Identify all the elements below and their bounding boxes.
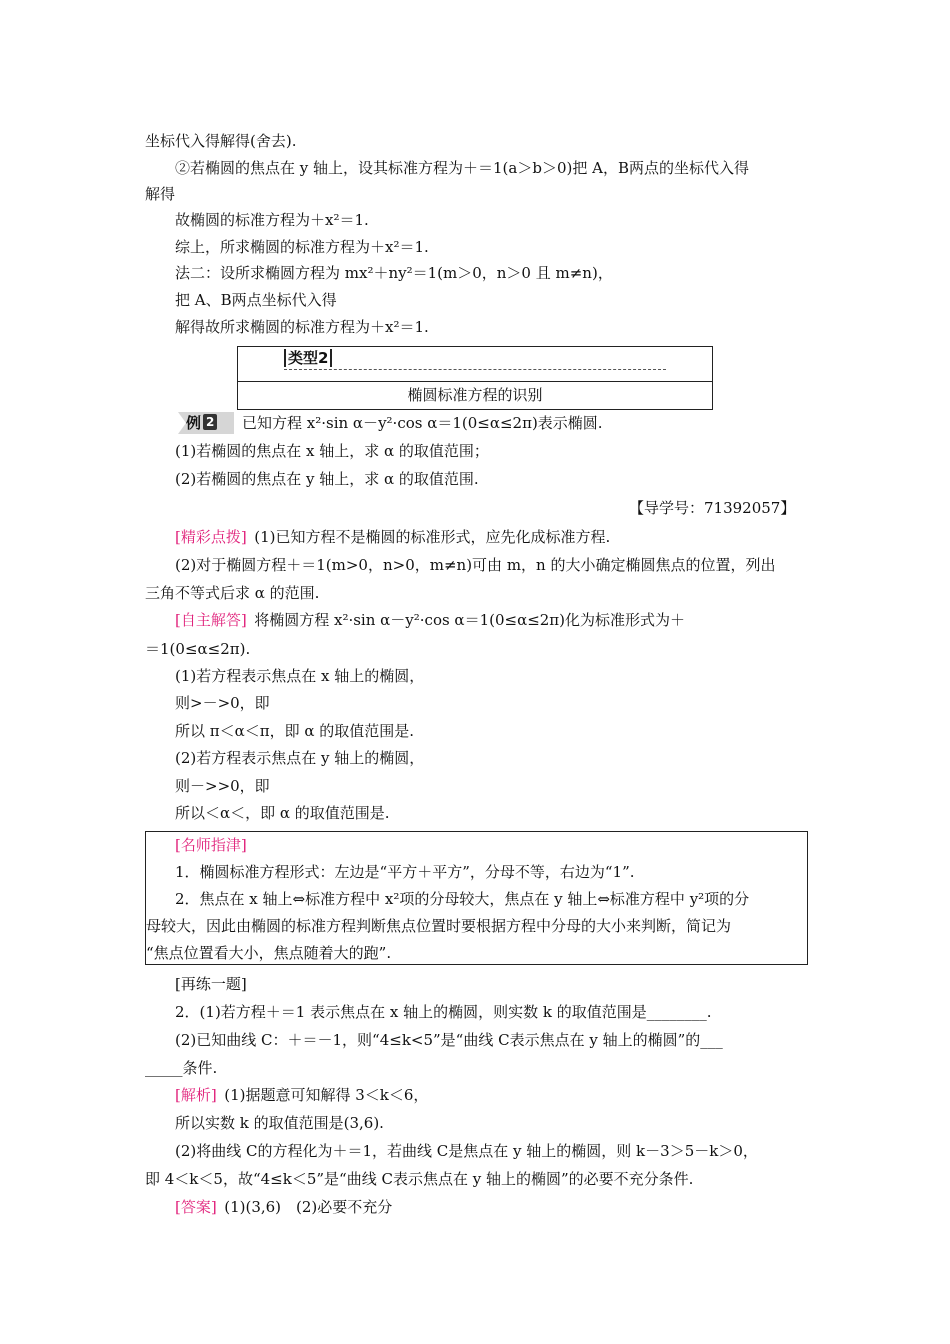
analysis-line-3: (2)将曲线 C的方程化为＋＝1，若曲线 C是焦点在 y 轴上的椭圆，则 k－3＞5－k＞0，: [175, 1142, 758, 1160]
text-line: 坐标代入得解得(舍去).: [145, 132, 297, 150]
note-item-2c: “焦点位置看大小，焦点随着大的跑”.: [146, 944, 392, 962]
solution-line-6: (2)若方程表示焦点在 y 轴上的椭圆，: [175, 749, 425, 767]
example-tag-text: 例: [186, 414, 202, 432]
note-item-1: 1．椭圆标准方程形式：左边是“平方＋平方”，分母不等，右边为“1”.: [175, 863, 635, 881]
text-line: ②若椭圆的焦点在 y 轴上，设其标准方程为＋＝1(a＞b＞0)把 A，B两点的坐标代入得: [175, 159, 749, 177]
type-label: 类型2: [284, 349, 332, 367]
answer-line: [175, 1197, 392, 1219]
hint-line-1: [175, 527, 610, 549]
text-line: 综上，所求椭圆的标准方程为＋x²＝1.: [175, 238, 429, 256]
hint-text: (1)已知方程不是椭圆的标准形式，应先化成标准方程.: [254, 528, 611, 546]
solution-line-8: 所以＜α＜，即 α 的取值范围是.: [175, 804, 390, 822]
teacher-note-box: [145, 831, 808, 965]
example-statement: 已知方程 x²·sin α－y²·cos α＝1(0≤α≤2π)表示椭圆.: [242, 414, 603, 432]
analysis-line-4: 即 4＜k＜5，故“4≤k＜5”是“曲线 C表示焦点在 y 轴上的椭圆”的必要不充分条件.: [145, 1170, 694, 1188]
example-number: 2: [203, 414, 217, 430]
solution-text: 将椭圆方程 x²·sin α－y²·cos α＝1(0≤α≤2π)化为标准形式为＋: [254, 611, 686, 629]
analysis-label: [解析]: [175, 1086, 217, 1104]
solution-line-7: 则－>>0，即: [175, 777, 270, 795]
practice-label: [再练一题]: [175, 975, 247, 993]
practice-question-1: 2．(1)若方程＋＝1 表示焦点在 x 轴上的椭圆，则实数 k 的取值范围是________.: [175, 1003, 712, 1021]
box-divider: [238, 381, 712, 382]
solution-label: [自主解答]: [175, 611, 247, 629]
solution-line-1: [175, 610, 685, 632]
example-question-1: (1)若椭圆的焦点在 x 轴上，求 α 的取值范围；: [175, 442, 489, 460]
note-label-text: [名师指津]: [175, 836, 247, 854]
type-caption: 椭圆标准方程的识别: [407, 386, 543, 404]
analysis-line-1: [175, 1085, 428, 1107]
hint-label: [精彩点拨]: [175, 528, 247, 546]
hint-line-2: (2)对于椭圆方程＋＝1(m>0，n>0，m≠n)可由 m，n 的大小确定椭圆焦点的位置，列出: [175, 556, 776, 574]
practice-question-2b: _____条件.: [145, 1059, 218, 1077]
solution-line-2: ＝1(0≤α≤2π).: [145, 640, 251, 658]
solution-line-3: (1)若方程表示焦点在 x 轴上的椭圆，: [175, 667, 425, 685]
practice-question-2a: (2)已知曲线 C：＋＝－1，则“4≤k<5”是“曲线 C表示焦点在 y 轴上的椭圆”的___: [175, 1031, 723, 1049]
section-type-box: [237, 346, 713, 410]
note-label: [175, 835, 247, 857]
note-item-2a: 2．焦点在 x 轴上⇔标准方程中 x²项的分母较大，焦点在 y 轴上⇔标准方程中 y²项的分: [175, 890, 750, 908]
hint-line-3: 三角不等式后求 α 的范围.: [145, 584, 320, 602]
example-tag: [178, 412, 234, 434]
text-line: 把 A、B两点坐标代入得: [175, 291, 337, 309]
answer-text: (1)(3,6) (2)必要不充分: [224, 1198, 393, 1216]
note-item-2b: 母较大，因此由椭圆的标准方程判断焦点位置时要根据方程中分母的大小来判断，简记为: [146, 917, 732, 935]
dashed-rule: [284, 369, 666, 370]
text-line: 法二：设所求椭圆方程为 mx²＋ny²＝1(m＞0，n＞0 且 m≠n)，: [175, 264, 613, 282]
text-line: 解得故所求椭圆的标准方程为＋x²＝1.: [175, 318, 429, 336]
solution-line-4: 则>－>0，即: [175, 694, 270, 712]
solution-line-5: 所以 π＜α＜π，即 α 的取值范围是.: [175, 722, 415, 740]
guide-number: 【导学号：71392057】: [629, 499, 796, 517]
analysis-text: (1)据题意可知解得 3＜k＜6，: [224, 1086, 429, 1104]
text-line: 故椭圆的标准方程为＋x²＝1.: [175, 211, 369, 229]
text-line: 解得: [145, 185, 176, 203]
answer-label: [答案]: [175, 1198, 217, 1216]
arrow-icon: [178, 412, 186, 434]
example-question-2: (2)若椭圆的焦点在 y 轴上，求 α 的取值范围.: [175, 470, 479, 488]
analysis-line-2: 所以实数 k 的取值范围是(3,6).: [175, 1114, 384, 1132]
